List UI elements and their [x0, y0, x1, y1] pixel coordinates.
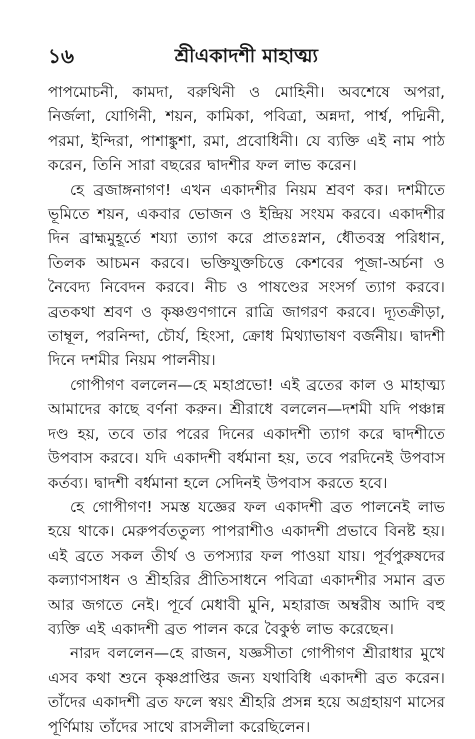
paragraph: হে ব্রজাঙ্গনাগণ! এখন একাদশীর নিয়ম শ্রবণ কর। দশমীতে ভূমিতে শয়ন, একবার ভোজন ও ইন্দ্রিয় সংযম করবে। একাদশীর দিন ব্রাহ্মমুহূর্তে শয্যা ত্যাগ করে প্রাতঃস্নান, ধৌতবস্ত্র পরিধান, তিলক আচমন করবে। ভক্তিযুক্তচিত্তে কেশবের পূজা-অর্চনা ও নৈবেদ্য নিবেদন করবে। নীচ ও পাষণ্ডের সংসর্গ ত্যাগ করবে। ব্রতকথা শ্রবণ ও কৃষ্ণগুণগানে রাত্রি জাগরণ করবে। দ্যূতক্রীড়া, তাম্বূল, পরনিন্দা, চৌর্য, হিংসা, ক্রোধ মিথ্যাভাষণ বর্জনীয়। দ্বাদশী দিনে দশমীর নিয়ম পালনীয়।: [48, 180, 445, 370]
page-number: ১৬: [48, 44, 74, 68]
paragraph: পাপমোচনী, কামদা, বরুথিনী ও মোহিনী। অবশেষে অপরা, নির্জলা, যোগিনী, শয়ন, কামিকা, পবিত্রা, অন্নদা, পার্শ্ব, পদ্মিনী, পরমা, ইন্দিরা, পাশাঙ্কুশা, রমা, প্রবোধিনী। যে ব্যক্তি এই নাম পাঠ করেন, তিনি সারা বছরের দ্বাদশীর ফল লাভ করেন।: [48, 83, 445, 175]
body-text: [48, 80, 445, 739]
paragraph: হে গোপীগণ! সমস্ত যজ্ঞের ফল একাদশী ব্রত পালনেই লাভ হয়ে থাকে। মেরুপর্বততুল্য পাপরাশীও একাদশী প্রভাবে বিনষ্ট হয়। এই ব্রতে সকল তীর্থ ও তপস্যার ফল পাওয়া যায়। পূর্বপুরুষদের কল্যাণসাধন ও শ্রীহরির প্রীতিসাধনে পবিত্রা একাদশীর সমান ব্রত আর জগতে নেই। পূর্বে মেধাবী মুনি, মহারাজ অম্বরীষ আদি বহু ব্যক্তি এই একাদশী ব্রত পালন করে বৈকুণ্ঠ লাভ করেছেন।: [48, 497, 445, 638]
paragraph: নারদ বললেন—হে রাজন, যজ্ঞসীতা গোপীগণ শ্রীরাধার মুখে এসব কথা শুনে কৃষ্ণপ্রাপ্তির জন্য যথাবিধি একাদশী ব্রত করেন। তাঁদের একাদশী ব্রত ফলে স্বয়ং শ্রীহরি প্রসন্ন হয়ে অগ্রহায়ণ মাসের পূর্ণিমায় তাঁদের সাথে রাসলীলা করেছিলেন।: [48, 644, 445, 736]
running-title: শ্রীএকাদশী মাহাত্ম্য: [174, 45, 319, 67]
paragraph: গোপীগণ বললেন—হে মহাপ্রভো! এই ব্রতের কাল ও মাহাত্ম্য আমাদের কাছে বর্ণনা করুন। শ্রীরাধে বললেন—দশমী যদি পঞ্চান্ন দণ্ড হয়, তবে তার পরের দিনের একাদশী ত্যাগ করে দ্বাদশীতে উপবাস করবে। যদি একাদশী বর্ধমানা হয়, তবে পরদিনেই উপবাস কর্তব্য। দ্বাদশী বর্ধমানা হলে সেদিনই উপবাস করতে হবে।: [48, 375, 445, 492]
running-header: [48, 40, 445, 70]
